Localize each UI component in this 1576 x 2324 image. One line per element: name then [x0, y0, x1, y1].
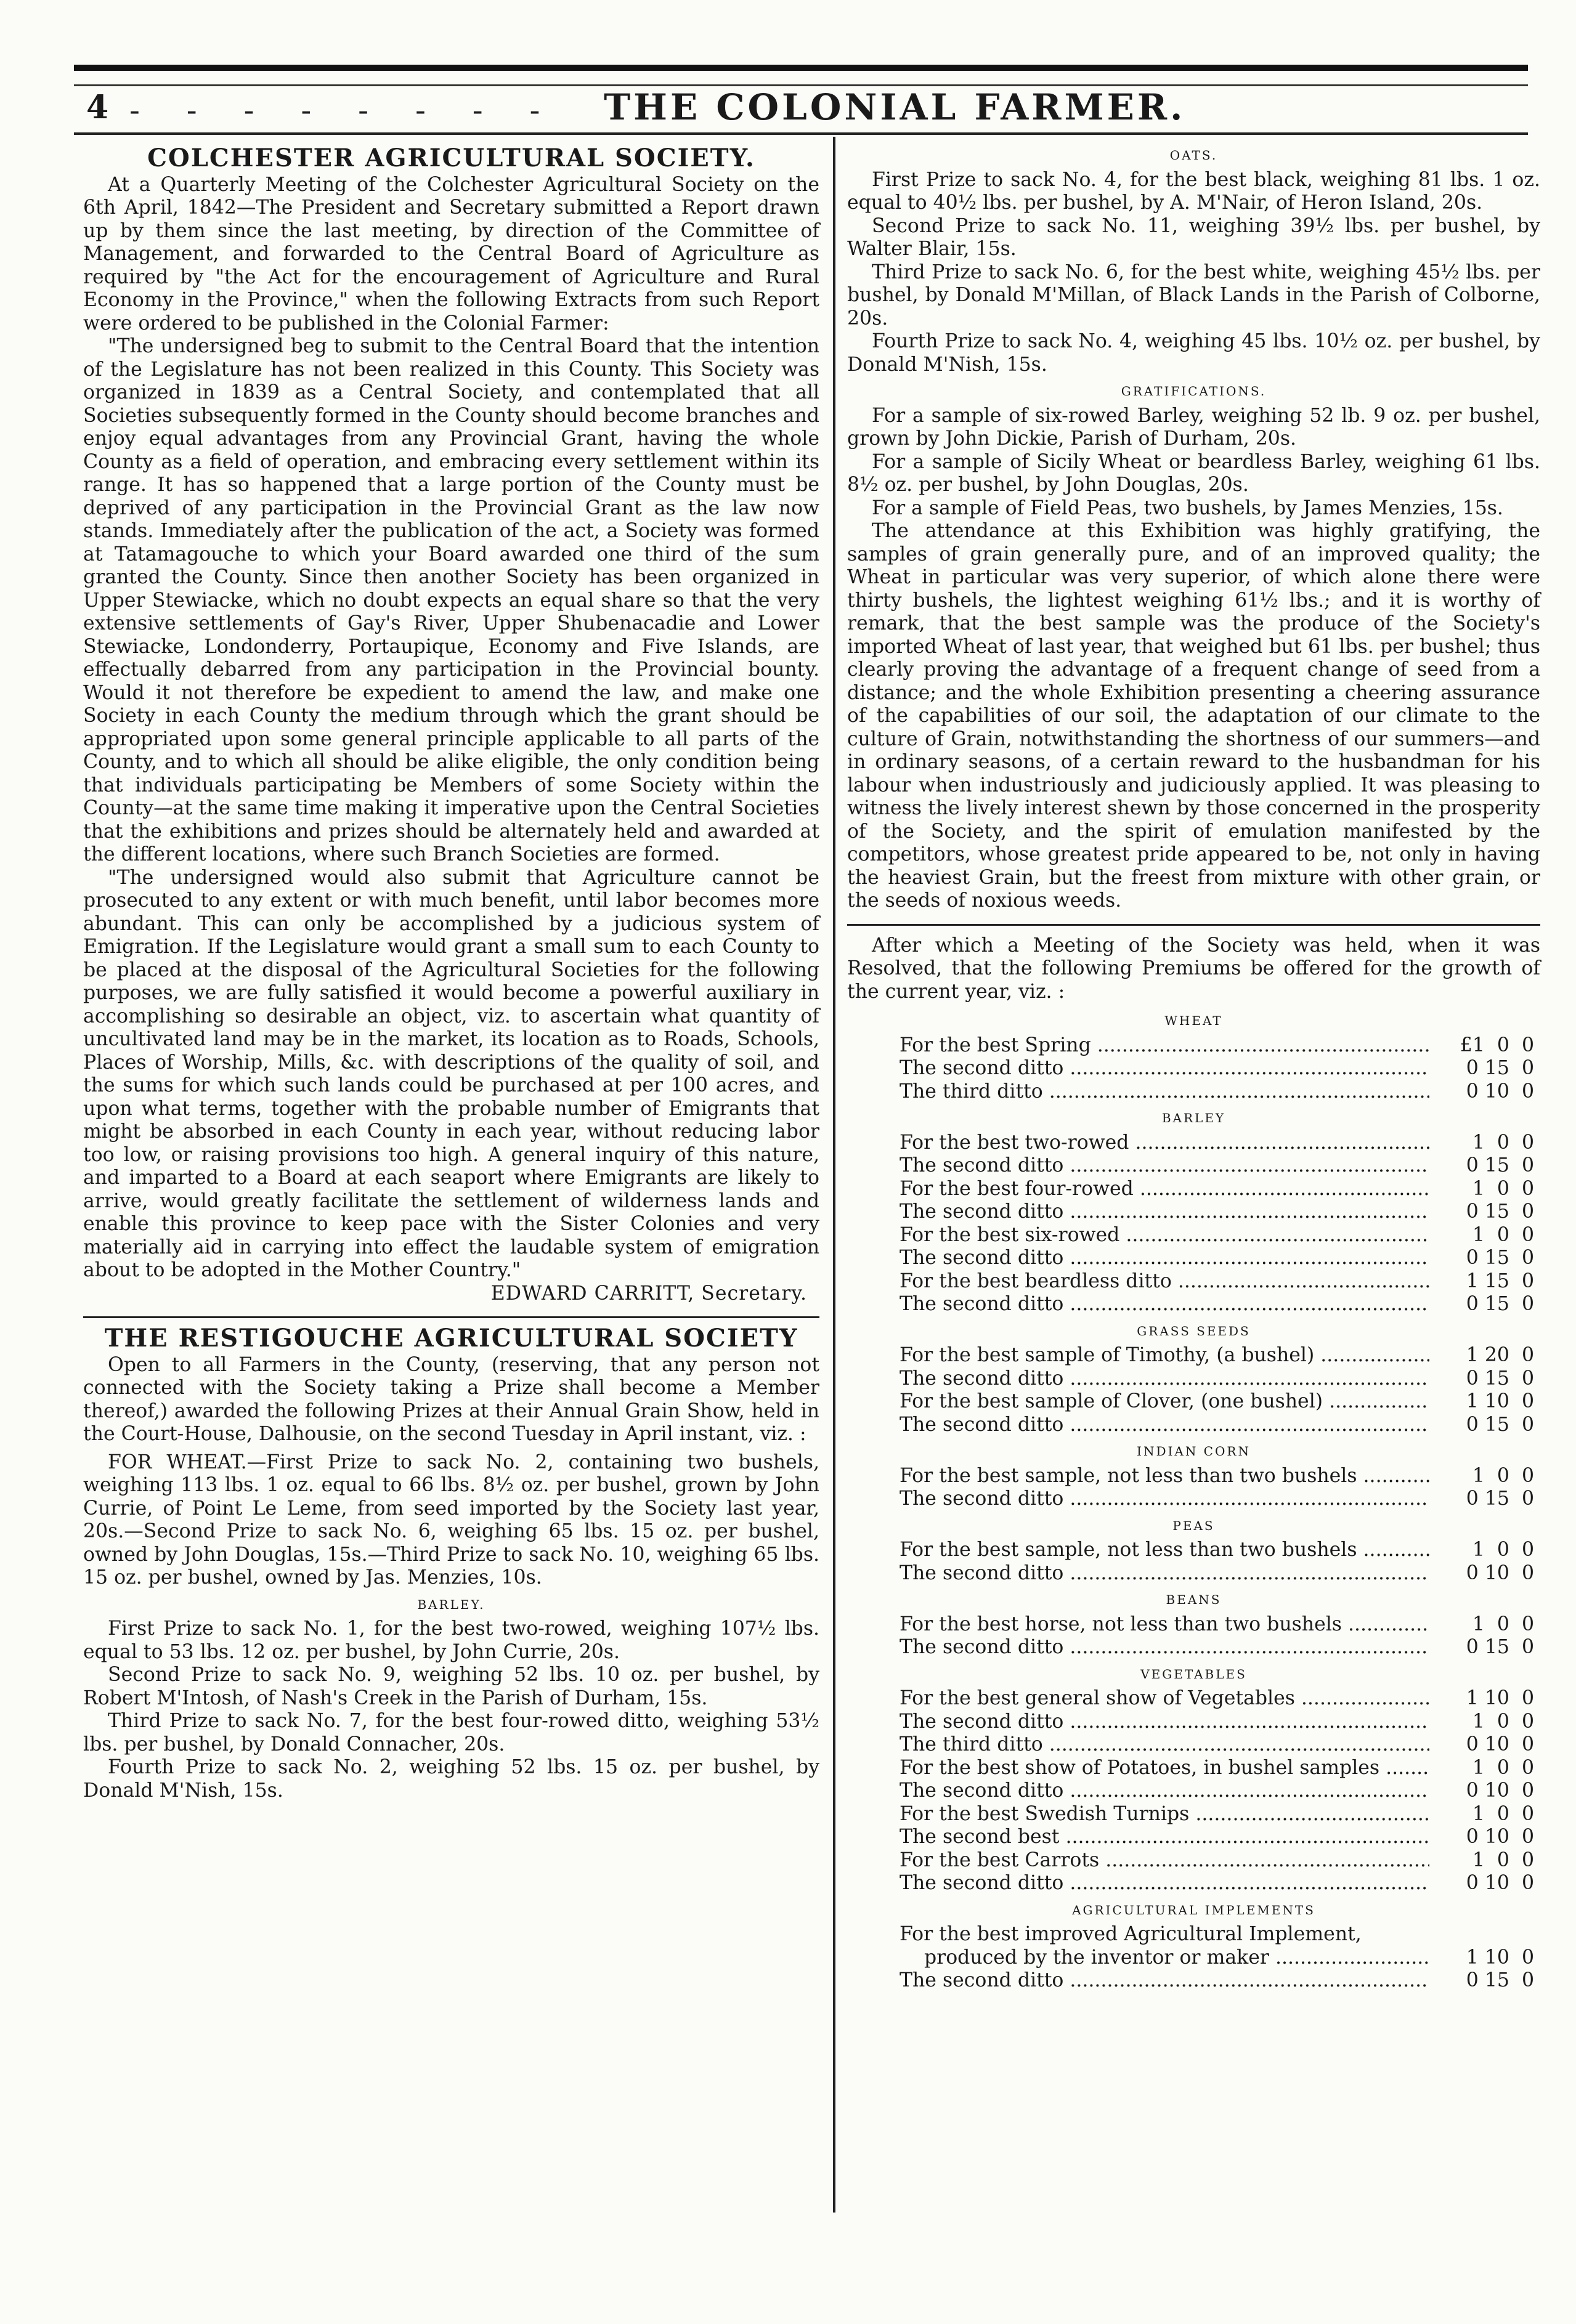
premium-row: [900, 1178, 1534, 1201]
left-column: [83, 140, 819, 1802]
premium-row: [900, 1539, 1534, 1562]
colchester-title: COLCHESTER AGRICULTURAL SOCIETY.: [147, 144, 755, 172]
premium-amount: 1 0 0: [1472, 1131, 1534, 1154]
premium-label: For the best six-rowed .....: [900, 1224, 1429, 1247]
premium-row: [900, 1414, 1534, 1437]
premium-amount: 1 0 0: [1472, 1613, 1534, 1635]
premium-amount: 0 15 0: [1466, 1293, 1534, 1315]
premium-amount: 0 10 0: [1466, 1779, 1534, 1802]
premium-amount: 0 15 0: [1466, 1057, 1534, 1079]
premium-label: produced by the inventor or maker .....: [900, 1946, 1429, 1970]
premium-amount: £1 0 0: [1460, 1034, 1534, 1056]
premium-row: [900, 1946, 1534, 1970]
oats-heading: OATS.: [1169, 148, 1218, 163]
premium-amount: 1 0 0: [1472, 1464, 1534, 1487]
premium-label: For the best sample, not less than two bushels .....: [900, 1465, 1429, 1488]
oats-prize: Fourth Prize to sack No. 4, weighing 45 lbs. 10½ oz. per bushel, by Donald M'Nish, 15s.: [847, 330, 1540, 376]
premium-label: For the best improved Agricultural Implement,: [900, 1923, 1362, 1945]
premium-label: The third ditto .....: [900, 1733, 1429, 1757]
header-dashes: - - - - - - - -: [129, 92, 559, 128]
premium-row: [900, 1132, 1534, 1155]
premium-label: The second ditto .....: [900, 1057, 1429, 1080]
premium-label: For the best horse, not less than two bushels .....: [900, 1613, 1429, 1637]
premium-amount: 0 10 0: [1466, 1561, 1534, 1584]
premium-row: [900, 1923, 1534, 1946]
premium-label: The third ditto .....: [900, 1080, 1429, 1104]
premium-amount: 0 15 0: [1466, 1488, 1534, 1510]
premium-amount: 0 15 0: [1466, 1154, 1534, 1176]
oats-prize: Second Prize to sack No. 11, weighing 39½ lbs. per bushel, by Walter Blair, 15s.: [847, 214, 1540, 260]
premium-label: For the best Carrots .....: [900, 1849, 1429, 1873]
premium-row: [900, 1293, 1534, 1316]
premium-row: [900, 1057, 1534, 1080]
premium-row: [900, 1849, 1534, 1873]
premium-heading: BEANS: [1166, 1592, 1222, 1607]
premium-row: [900, 1779, 1534, 1803]
implements-heading: AGRICULTURAL IMPLEMENTS: [1072, 1902, 1315, 1917]
premium-amount: 1 0 0: [1472, 1223, 1534, 1246]
premium-heading: VEGETABLES: [1140, 1666, 1247, 1682]
premium-label: The second ditto .....: [900, 1414, 1429, 1437]
premium-amount: 1 0 0: [1472, 1848, 1534, 1871]
premium-amount: 1 10 0: [1466, 1390, 1534, 1412]
premium-label: For the best sample of Timothy, (a bushel) .....: [900, 1344, 1429, 1367]
header-rule: [74, 132, 1528, 135]
barley-prize: Second Prize to sack No. 9, weighing 52 lbs. 10 oz. per bushel, by Robert M'Intosh, of Nash's Creek in the Parish of Durham, 15s.: [83, 1664, 819, 1709]
premium-heading: WHEAT: [1164, 1013, 1223, 1028]
premium-row: [900, 1613, 1534, 1637]
premium-label: The second ditto .....: [900, 1779, 1429, 1803]
premium-amount: 0 10 0: [1466, 1733, 1534, 1755]
column-divider: [833, 137, 835, 2213]
premium-label: The second ditto .....: [900, 1969, 1429, 1993]
premium-label: For the best Spring .....: [900, 1034, 1429, 1058]
section-separator: [83, 1316, 819, 1318]
premium-amount: 1 0 0: [1472, 1539, 1534, 1561]
premium-label: The second best .....: [900, 1826, 1429, 1849]
gratification-item: For a sample of Sicily Wheat or beardless Barley, weighing 61 lbs. 8½ oz. per bushel, by John Douglas, 20s.: [847, 450, 1540, 496]
oats-prize: Third Prize to sack No. 6, for the best white, weighing 45½ lbs. per bushel, by Donald M'Millan, of Black Lands in the Parish of Colborne, 20s.: [847, 261, 1540, 330]
barley-prize: First Prize to sack No. 1, for the best two-rowed, weighing 107½ lbs. equal to 53 lbs. 12 oz. per bushel, by John Currie, 20s.: [83, 1617, 819, 1663]
premium-row: [900, 1803, 1534, 1826]
premium-label: The second ditto .....: [900, 1154, 1429, 1178]
premium-heading: GRASS SEEDS: [1137, 1323, 1251, 1338]
premium-label: For the best show of Potatoes, in bushel samples .....: [900, 1757, 1429, 1780]
premium-row: [900, 1200, 1534, 1224]
restigouche-intro: Open to all Farmers in the County, (reserving, that any person not connected with the Society taking a Prize shall become a Member thereof,) awarded the following Prizes at their Annual Grain Show, held in the Court-House, Dalhousie, on the second Tuesday in April instant, viz. :: [83, 1353, 819, 1445]
premium-label: The second ditto .....: [900, 1636, 1429, 1659]
premium-amount: [1429, 1923, 1534, 1946]
premium-amount: 1 0 0: [1472, 1756, 1534, 1779]
premium-amount: 0 15 0: [1466, 1367, 1534, 1390]
masthead-title: THE COLONIAL FARMER.: [604, 86, 1186, 128]
premium-amount: 0 10 0: [1466, 1872, 1534, 1894]
premium-label: For the best four-rowed .....: [900, 1178, 1429, 1201]
premium-label: For the best sample, not less than two bushels .....: [900, 1539, 1429, 1562]
premium-row: [900, 1969, 1534, 1993]
colchester-paragraph: At a Quarterly Meeting of the Colchester Agricultural Society on the 6th April, 1842—The President and Secretary submitted a Report drawn up by them since the last meeting, by direction of the Committee of Management, and forwarded to the Central Board of Agriculture as required by "the Act for the encouragement of Agriculture and Rural Economy in the Province," when the following Extracts from such Report were ordered to be published in the Colonial Farmer:: [83, 173, 819, 334]
premium-amount: 0 15 0: [1466, 1636, 1534, 1658]
colchester-signature: EDWARD CARRITT, Secretary.: [490, 1282, 807, 1305]
premium-amount: 1 0 0: [1472, 1177, 1534, 1200]
premium-row: [900, 1080, 1534, 1104]
section-separator: [847, 924, 1540, 926]
premium-amount: 0 15 0: [1466, 1969, 1534, 1991]
premium-row: [900, 1562, 1534, 1585]
barley-prize: Third Prize to sack No. 7, for the best four-rowed ditto, weighing 53½ lbs. per bushel, by Donald Connacher, 20s.: [83, 1710, 819, 1755]
premium-row: [900, 1488, 1534, 1511]
premium-heading: PEAS: [1172, 1518, 1215, 1533]
premium-amount: 1 0 0: [1472, 1802, 1534, 1825]
premium-row: [900, 1733, 1534, 1757]
premium-amount: 1 10 0: [1466, 1946, 1534, 1969]
premium-row: [900, 1367, 1534, 1391]
page-number: 4: [86, 89, 109, 126]
premium-label: The second ditto .....: [900, 1872, 1429, 1895]
premium-row: [900, 1247, 1534, 1270]
premium-amount: 0 10 0: [1466, 1080, 1534, 1103]
premium-row: [900, 1465, 1534, 1488]
premium-label: The second ditto .....: [900, 1200, 1429, 1224]
premium-label: The second ditto .....: [900, 1367, 1429, 1391]
premium-amount: 0 15 0: [1466, 1413, 1534, 1436]
premium-label: The second ditto .....: [900, 1247, 1429, 1270]
premium-label: For the best beardless ditto .....: [900, 1270, 1429, 1294]
premium-heading: BARLEY: [1161, 1111, 1226, 1125]
premium-row: [900, 1872, 1534, 1895]
premium-row: [900, 1344, 1534, 1367]
premium-label: For the best two-rowed .....: [900, 1132, 1429, 1155]
premium-row: [900, 1826, 1534, 1849]
restigouche-title: THE RESTIGOUCHE AGRICULTURAL SOCIETY: [104, 1324, 798, 1353]
premium-label: The second ditto .....: [900, 1488, 1429, 1511]
exhibition-report: The attendance at this Exhibition was highly gratifying, the samples of grain generally pure, and of an improved quality; the Wheat in particular was very superior, of which alone there were thirty bushels, the lightest weighing 61½ lbs.; and it is worthy of remark, that the best sample was the produce of the Society's imported Wheat of last year, that weighed but 61 lbs. per bushel; thus clearly proving the advantage of a frequent change of seed from a distance; and the whole Exhibition presenting a cheering assurance of the capabilities of our soil, the adaptation of our climate to the culture of Grain, notwithstanding the shortness of our summers—and in ordinary seasons, of a certain reward to the husbandman for his labour when industriously and judiciously applied. It was pleasing to witness the lively interest shewn by those concerned in the prosperity of the Society, and the spirit of emulation manifested by the competitors, whose greatest pride appeared to be, not only in having the heaviest Grain, but the freest from mixture with other grain, or the seeds of noxious weeds.: [847, 520, 1540, 912]
premium-label: For the best sample of Clover, (one bushel) .....: [900, 1390, 1429, 1414]
premium-amount: 1 0 0: [1472, 1710, 1534, 1733]
premium-row: [900, 1757, 1534, 1780]
premium-row: [900, 1390, 1534, 1414]
colchester-paragraph: "The undersigned beg to submit to the Central Board that the intention of the Legislature has not been realized in this County. This Society was organized in 1839 as a Central Society, and contemplated that all Societies subsequently formed in the County should become branches and enjoy equal advantages from any Provincial Grant, having the whole County as a field of operation, and embracing every settlement within its range. It has so happened that a large portion of the County must be deprived of any participation in the Provincial Grant as the law now stands. Immediately after the publication of the act, a Society was formed at Tatamagouche to which your Board awarded one third of the sum granted the County. Since then another Society has been organized in Upper Stewiacke, which no doubt expects an equal share so that the very extensive settlements of Gay's River, Upper Shubenacadie and Lower Stewiacke, Londonderry, Portaupique, Economy and Five Islands, are effectually debarred from any participation in the Provincial bounty. Would it not therefore be expedient to amend the law, and make one Society in each County the medium through which the grant should be appropriated upon some general principle applicable to all parts of the County, and to which all should be alike eligible, the only condition being that individuals participating be Members of some Society within the County—at the same time making it imperative upon the Central Societies that the exhibitions and prizes should be alternately held and awarded at the different locations, where such Branch Societies are formed.: [83, 335, 819, 865]
gratifications-heading: GRATIFICATIONS.: [1121, 384, 1267, 399]
right-column: [847, 140, 1540, 1993]
colchester-paragraph: "The undersigned would also submit that Agriculture cannot be prosecuted to any extent or with much benefit, until labor becomes more abundant. This can only be accomplished by a judicious system of Emigration. If the Legislature would grant a small sum to each County to be placed at the disposal of the Agricultural Societies for the following purposes, we are fully satisfied it would become a powerful auxiliary in accomplishing so desirable an object, viz. to ascertain what quantity of uncultivated land may be in the market, its location as to Roads, Schools, Places of Worship, Mills, &c. with descriptions of the quality of soil, and the sums for which such lands could be purchased at per 100 acres, and upon what terms, together with the probable number of Emigrants that might be absorbed in each County in each year, without reducing labor too low, or raising provisions too high. A general inquiry of this nature, and imparted to a Board at each seaport where Emigrants are likely to arrive, would greatly facilitate the settlement of wilderness lands and enable this province to keep pace with the Sister Colonies and very materially aid in carrying into effect the laudable system of emigration about to be adopted in the Mother Country.": [83, 866, 819, 1281]
premium-row: [900, 1034, 1534, 1058]
page-header: [74, 86, 1528, 129]
premium-amount: 1 10 0: [1466, 1687, 1534, 1709]
premium-label: For the best Swedish Turnips .....: [900, 1803, 1429, 1826]
premium-amount: 0 15 0: [1466, 1200, 1534, 1223]
oats-prize: First Prize to sack No. 4, for the best black, weighing 81 lbs. 1 oz. equal to 40½ lbs. per bushel, by A. M'Nair, of Heron Island, 20s.: [847, 168, 1540, 214]
restigouche-wheat: FOR WHEAT.—First Prize to sack No. 2, containing two bushels, weighing 113 lbs. 1 oz. equal to 66 lbs. 8½ oz. per bushel, grown by John Currie, of Point Le Leme, from seed imported by the Society last year, 20s.—Second Prize to sack No. 6, weighing 65 lbs. 15 oz. per bushel, owned by John Douglas, 15s.—Third Prize to sack No. 10, weighing 65 lbs. 15 oz. per bushel, owned by Jas. Menzies, 10s.: [83, 1451, 819, 1589]
barley-heading: BARLEY.: [417, 1597, 485, 1612]
premium-row: [900, 1270, 1534, 1294]
premium-label: The second ditto .....: [900, 1562, 1429, 1585]
premium-label: The second ditto .....: [900, 1293, 1429, 1316]
premium-amount: 0 10 0: [1466, 1826, 1534, 1848]
barley-prize: Fourth Prize to sack No. 2, weighing 52 lbs. 15 oz. per bushel, by Donald M'Nish, 15s.: [83, 1756, 819, 1802]
premium-heading: INDIAN CORN: [1137, 1444, 1251, 1459]
premium-row: [900, 1711, 1534, 1734]
premium-row: [900, 1224, 1534, 1247]
premium-row: [900, 1636, 1534, 1659]
meeting-resolution: After which a Meeting of the Society was held, when it was Resolved, that the following Premiums be offered for the growth of the current year, viz. :: [847, 934, 1540, 1003]
premium-label: For the best general show of Vegetables .....: [900, 1687, 1429, 1711]
premium-label: The second ditto .....: [900, 1711, 1429, 1734]
top-rule: [74, 65, 1528, 86]
gratification-item: For a sample of Field Peas, two bushels, by James Menzies, 15s.: [872, 496, 1503, 519]
premium-amount: 0 15 0: [1466, 1247, 1534, 1269]
premium-amount: 1 15 0: [1466, 1269, 1534, 1292]
premium-list: [847, 1010, 1540, 1895]
premium-row: [900, 1154, 1534, 1178]
premium-amount: 1 20 0: [1466, 1344, 1534, 1366]
premium-row: [900, 1687, 1534, 1711]
gratification-item: For a sample of six-rowed Barley, weighing 52 lb. 9 oz. per bushel, grown by John Dickie, Parish of Durham, 20s.: [847, 404, 1540, 450]
